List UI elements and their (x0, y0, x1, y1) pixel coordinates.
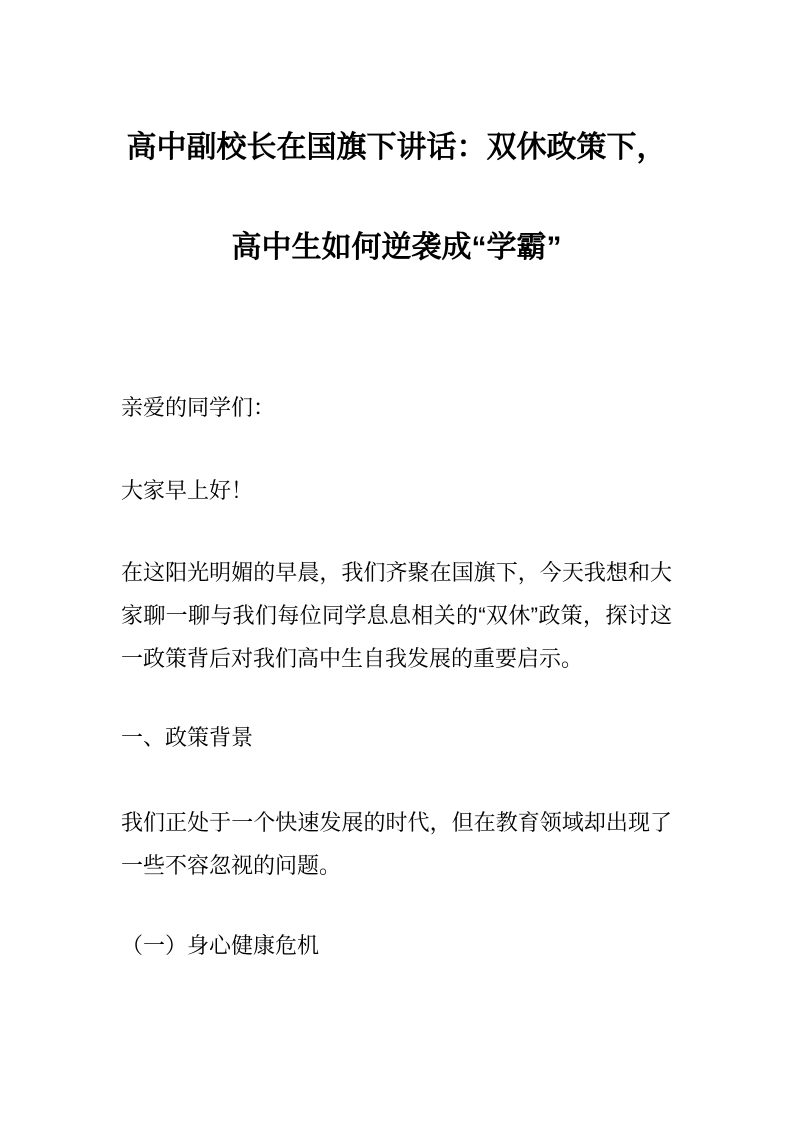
paragraph-salutation: 大家早上好！ (121, 478, 254, 503)
paragraph-greeting: 亲爱的同学们： (121, 395, 276, 420)
paragraph-policy-background: 我们正处于一个快速发展的时代，但在教育领域却出现了一些不容忽视的问题。 (121, 810, 672, 878)
document-title-line-2: 高中生如何逆袭成“学霸” (231, 231, 562, 264)
section-heading-policy-background: 一、政策背景 (121, 725, 254, 750)
document-title-line-1: 高中副校长在国旗下讲话：双休政策下， (126, 131, 667, 164)
paragraph-intro: 在这阳光明媚的早晨，我们齐聚在国旗下，今天我想和大家聊一聊与我们每位同学息息相关的“双休”政策，探讨这一政策背后对我们高中生自我发展的重要启示。 (121, 560, 672, 671)
subsection-heading-health-crisis: （一）身心健康危机 (121, 933, 320, 958)
